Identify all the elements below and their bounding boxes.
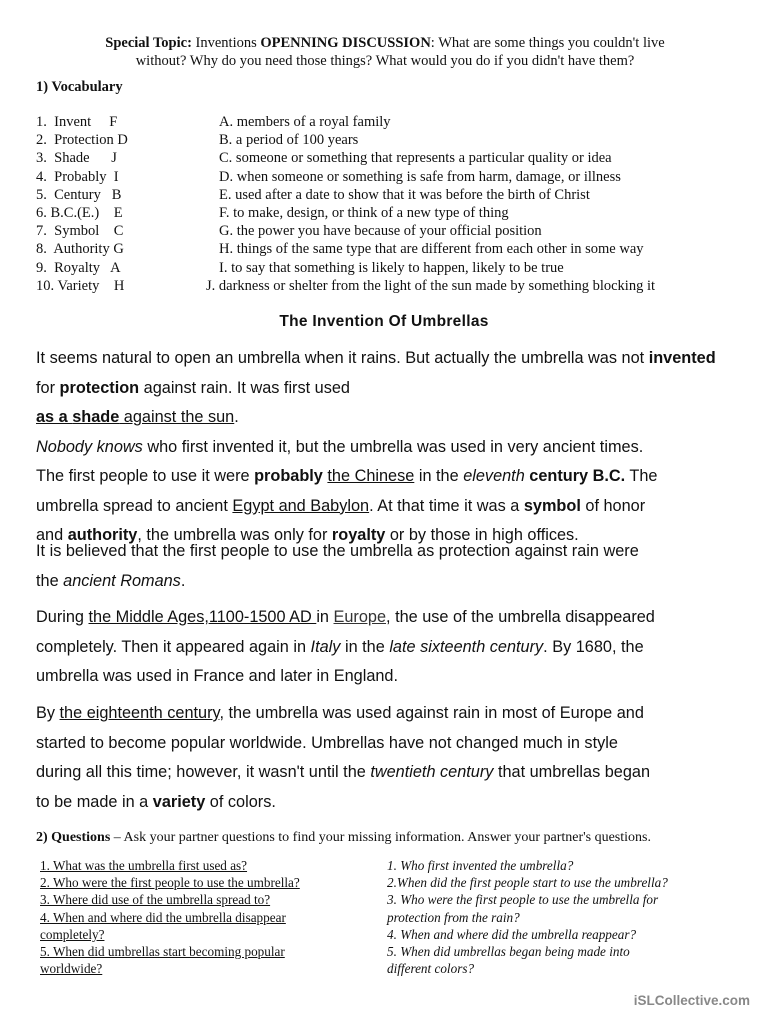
special-topic — [40, 34, 730, 70]
vocabulary-definition: F. to make, design, or think of a new type of thing — [219, 205, 509, 221]
p4-line-4: to be made in a variety of colors. — [36, 792, 276, 811]
vocabulary-term: 10. Variety H — [36, 277, 125, 294]
p1-line-2: as a shade against the sun. — [36, 408, 239, 426]
partner-a-question: 3. Where did use of the umbrella spread to? — [40, 892, 271, 908]
watermark: iSLCollective.com — [633, 993, 750, 1008]
vocabulary-term: 1. Invent F — [36, 114, 118, 130]
questions-heading-label: 2) Questions — [36, 830, 111, 845]
p3-line-2: completely. Then it appeared again in Italy in the late sixteenth century. By 1680, the — [36, 637, 644, 656]
vocabulary-definition: I. to say that something is likely to happen, likely to be true — [219, 259, 564, 276]
p1-line-3: Nobody knows who first invented it, but the umbrella was used in very ancient times. — [36, 437, 644, 456]
topic-subject: Inventions — [191, 35, 261, 51]
discussion-text-line2: without? Why do you need those things? What would you do if you didn't have them? — [135, 53, 635, 69]
vocabulary-term: 2. Protection D — [36, 132, 128, 149]
vocabulary-definition: C. someone or something that represents a particular quality or idea — [219, 150, 612, 167]
paragraph-4 — [36, 699, 736, 817]
p2-line-1: It is believed that the first people to use the umbrella as protection against rain were — [36, 542, 639, 560]
vocabulary-term: 9. Royalty A — [36, 259, 121, 276]
partner-a-question: 1. What was the umbrella first used as? — [40, 858, 248, 873]
vocabulary-term: 5. Century B — [36, 186, 122, 203]
p1-line-4: The first people to use it were probably the Chinese in the eleventh century B.C. The — [36, 467, 658, 485]
vocabulary-term: 6. B.C.(E.) E — [36, 205, 123, 221]
opening-discussion-label: OPENNING DISCUSSION — [260, 35, 431, 51]
vocabulary-definition: D. when someone or something is safe from harm, damage, or illness — [219, 168, 621, 185]
partner-b-question: protection from the rain? — [387, 909, 520, 925]
p4-line-2: started to become popular worldwide. Umbrellas have not changed much in style — [36, 733, 618, 752]
article-title: The Invention Of Umbrellas — [279, 313, 489, 330]
partner-a-question: worldwide? — [40, 961, 103, 977]
partner-b-question: 2.When did the first people start to use the umbrella? — [387, 875, 668, 891]
p1-line-5: umbrella spread to ancient Egypt and Babylon. At that time it was a symbol of honor — [36, 496, 646, 515]
special-topic-label: Special Topic: — [105, 35, 192, 51]
p3-line-1: During the Middle Ages,1100-1500 AD in Europe, the use of the umbrella disappeared — [36, 608, 655, 626]
partner-a-question: 5. When did umbrellas start becoming popular — [40, 944, 285, 959]
paragraph-2 — [36, 537, 736, 596]
paragraph-3 — [36, 603, 736, 692]
partner-a-question: 4. When and where did the umbrella disappear — [40, 909, 286, 925]
vocabulary-definition: B. a period of 100 years — [219, 132, 359, 149]
vocabulary-term: 8. Authority G — [36, 241, 124, 258]
vocabulary-definition: A. members of a royal family — [219, 114, 391, 130]
vocabulary-definition: G. the power you have because of your official position — [219, 223, 542, 240]
vocabulary-term: 4. Probably I — [36, 168, 119, 185]
partner-b-question: 5. When did umbrellas began being made into — [387, 944, 630, 959]
questions-instruction: – Ask your partner questions to find your missing information. Answer your partner's questions. — [110, 830, 651, 845]
partner-a-question: completely? — [40, 926, 105, 942]
questions-heading — [36, 830, 651, 846]
partner-a-question: 2. Who were the first people to use the umbrella? — [40, 875, 300, 891]
partner-b-question: 4. When and where did the umbrella reappear? — [387, 926, 637, 942]
partner-b-question: 3. Who were the first people to use the umbrella for — [387, 892, 659, 908]
vocabulary-definition: E. used after a date to show that it was before the birth of Christ — [219, 186, 590, 203]
p4-line-3: during all this time; however, it wasn't until the twentieth century that umbrellas began — [36, 763, 651, 781]
partner-b-question: different colors? — [387, 961, 475, 977]
discussion-text-line1: : What are some things you couldn't live — [430, 35, 665, 51]
paragraph-1 — [36, 344, 736, 551]
vocabulary-term: 7. Symbol C — [36, 223, 124, 240]
vocabulary-term: 3. Shade J — [36, 150, 117, 167]
p1-line-6: and authority, the umbrella was only for royalty or by those in high offices. — [36, 526, 579, 544]
partner-b-question: 1. Who first invented the umbrella? — [387, 858, 574, 873]
p3-line-3: umbrella was used in France and later in England. — [36, 667, 399, 685]
vocabulary-heading: 1) Vocabulary — [36, 79, 123, 95]
vocabulary-definition: J. darkness or shelter from the light of the sun made by something blocking it — [206, 277, 656, 294]
p1-line-1: It seems natural to open an umbrella when it rains. But actually the umbrella was not invented for protection against rain. It was first used — [36, 349, 716, 397]
p4-line-1: By the eighteenth century, the umbrella was used against rain in most of Europe and — [36, 704, 644, 722]
vocabulary-definition: H. things of the same type that are different from each other in some way — [219, 241, 644, 258]
p2-line-2: the ancient Romans. — [36, 571, 186, 590]
